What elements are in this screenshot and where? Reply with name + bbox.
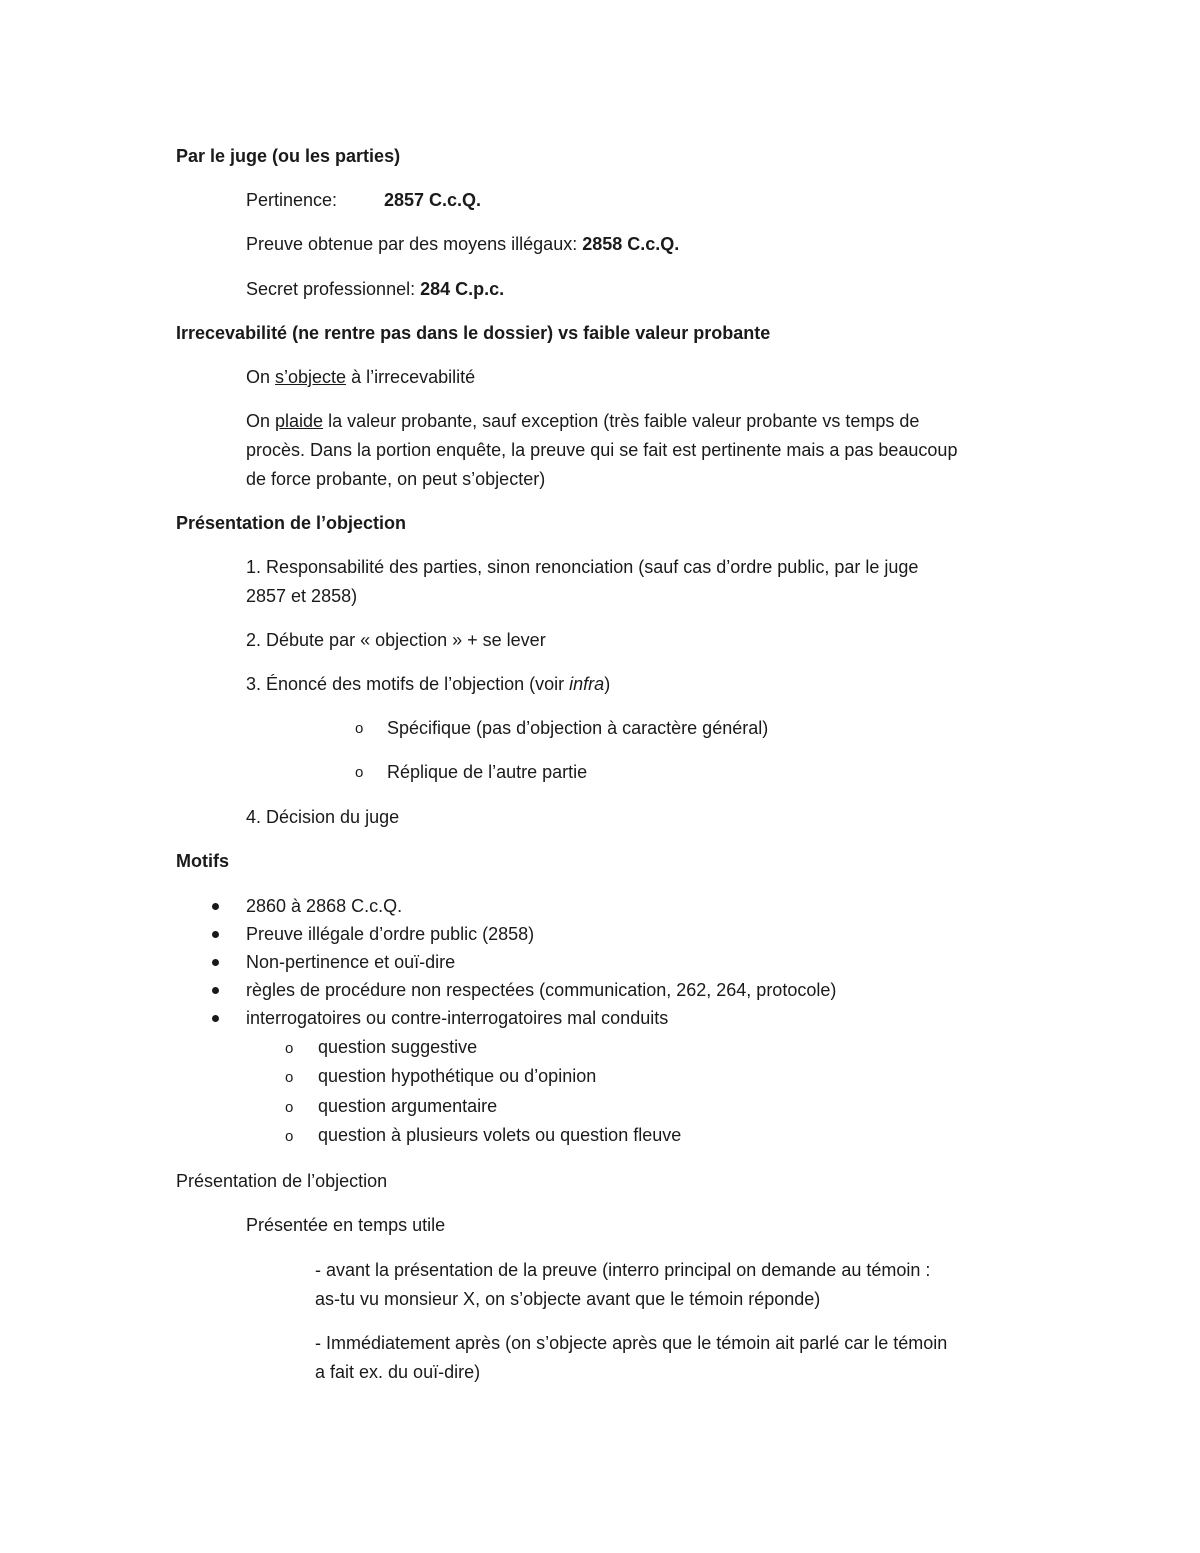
- plaide-word: plaide: [275, 411, 324, 431]
- heading-presentation-objection-2: Présentation de l’objection: [176, 1171, 388, 1191]
- dash2-line-1: - Immédiatement après (on s’objecte après que le témoin ait parlé car le témoin: [315, 1333, 948, 1353]
- bullet-dot: [212, 931, 219, 938]
- motif-sub-item: question argumentaire: [318, 1096, 498, 1116]
- plaide-line-2: procès. Dans la portion enquête, la preuve qui se fait est pertinente mais a pas beaucoup: [246, 440, 958, 460]
- dash1-line-1: - avant la présentation de la preuve (interro principal on demande au témoin :: [315, 1260, 931, 1280]
- motif-item: Non-pertinence et ouï-dire: [246, 952, 456, 972]
- motif-item: interrogatoires ou contre-interrogatoires mal conduits: [246, 1008, 669, 1028]
- pertinence-line: [246, 189, 481, 211]
- plaide-line-1: [246, 410, 919, 432]
- motif-sub-item: question à plusieurs volets ou question fleuve: [318, 1125, 682, 1145]
- plaide-line-3: de force probante, on peut s’objecter): [246, 469, 546, 489]
- sub-item-replique: Réplique de l’autre partie: [387, 762, 588, 782]
- secret-line: [246, 278, 504, 300]
- objecte-pre: On: [246, 367, 276, 387]
- step1-line-1: 1. Responsabilité des parties, sinon renonciation (sauf cas d’ordre public, par le juge: [246, 557, 919, 577]
- secret-label: Secret professionnel:: [246, 279, 421, 299]
- motif-item: 2860 à 2868 C.c.Q.: [246, 896, 403, 916]
- step3-pre: 3. Énoncé des motifs de l’objection (voir: [246, 674, 570, 694]
- sub-marker: o: [285, 1099, 294, 1116]
- illegal-proof-line: [246, 233, 679, 255]
- bullet-dot: [212, 903, 219, 910]
- heading-par-le-juge: Par le juge (ou les parties): [176, 146, 401, 166]
- motif-item: règles de procédure non respectées (communication, 262, 264, protocole): [246, 980, 837, 1000]
- heading-presentation-objection: Présentation de l’objection: [176, 513, 407, 533]
- step3-post: ): [604, 674, 611, 694]
- objecte-word: s’objecte: [275, 367, 347, 387]
- bullet-dot: [212, 959, 219, 966]
- objecte-post: à l’irrecevabilité: [346, 367, 476, 387]
- temps-utile-line: Présentée en temps utile: [246, 1215, 446, 1235]
- step2-line: 2. Débute par « objection » + se lever: [246, 630, 546, 650]
- objecte-line: [246, 366, 475, 388]
- sub-marker-1: o: [355, 720, 364, 737]
- step3-infra: infra: [569, 674, 605, 694]
- secret-ref: 284 C.p.c.: [420, 279, 505, 299]
- heading-motifs: Motifs: [176, 851, 229, 871]
- sub-marker: o: [285, 1069, 294, 1086]
- plaide-post: la valeur probante, sauf exception (très faible valeur probante vs temps de: [323, 411, 920, 431]
- sub-marker-2: o: [355, 764, 364, 781]
- bullet-dot: [212, 987, 219, 994]
- dash2-line-2: a fait ex. du ouï-dire): [315, 1362, 481, 1382]
- sub-marker: o: [285, 1040, 294, 1057]
- motif-sub-item: question suggestive: [318, 1037, 478, 1057]
- step1-line-2: 2857 et 2858): [246, 586, 358, 606]
- motif-sub-item: question hypothétique ou d’opinion: [318, 1066, 597, 1086]
- bullet-dot: [212, 1015, 219, 1022]
- illegal-proof-label: Preuve obtenue par des moyens illégaux:: [246, 234, 583, 254]
- sub-item-specifique: Spécifique (pas d’objection à caractère général): [387, 718, 769, 738]
- step4-line: 4. Décision du juge: [246, 807, 400, 827]
- heading-irrecevabilite: Irrecevabilité (ne rentre pas dans le dossier) vs faible valeur probante: [176, 323, 771, 343]
- motif-item: Preuve illégale d’ordre public (2858): [246, 924, 535, 944]
- dash1-line-2: as-tu vu monsieur X, on s’objecte avant que le témoin réponde): [315, 1289, 821, 1309]
- sub-marker: o: [285, 1128, 294, 1145]
- step3-line: [246, 673, 610, 695]
- pertinence-label: Pertinence:: [246, 190, 338, 210]
- plaide-pre: On: [246, 411, 276, 431]
- illegal-proof-ref: 2858 C.c.Q.: [582, 234, 680, 254]
- pertinence-ref: 2857 C.c.Q.: [384, 190, 482, 210]
